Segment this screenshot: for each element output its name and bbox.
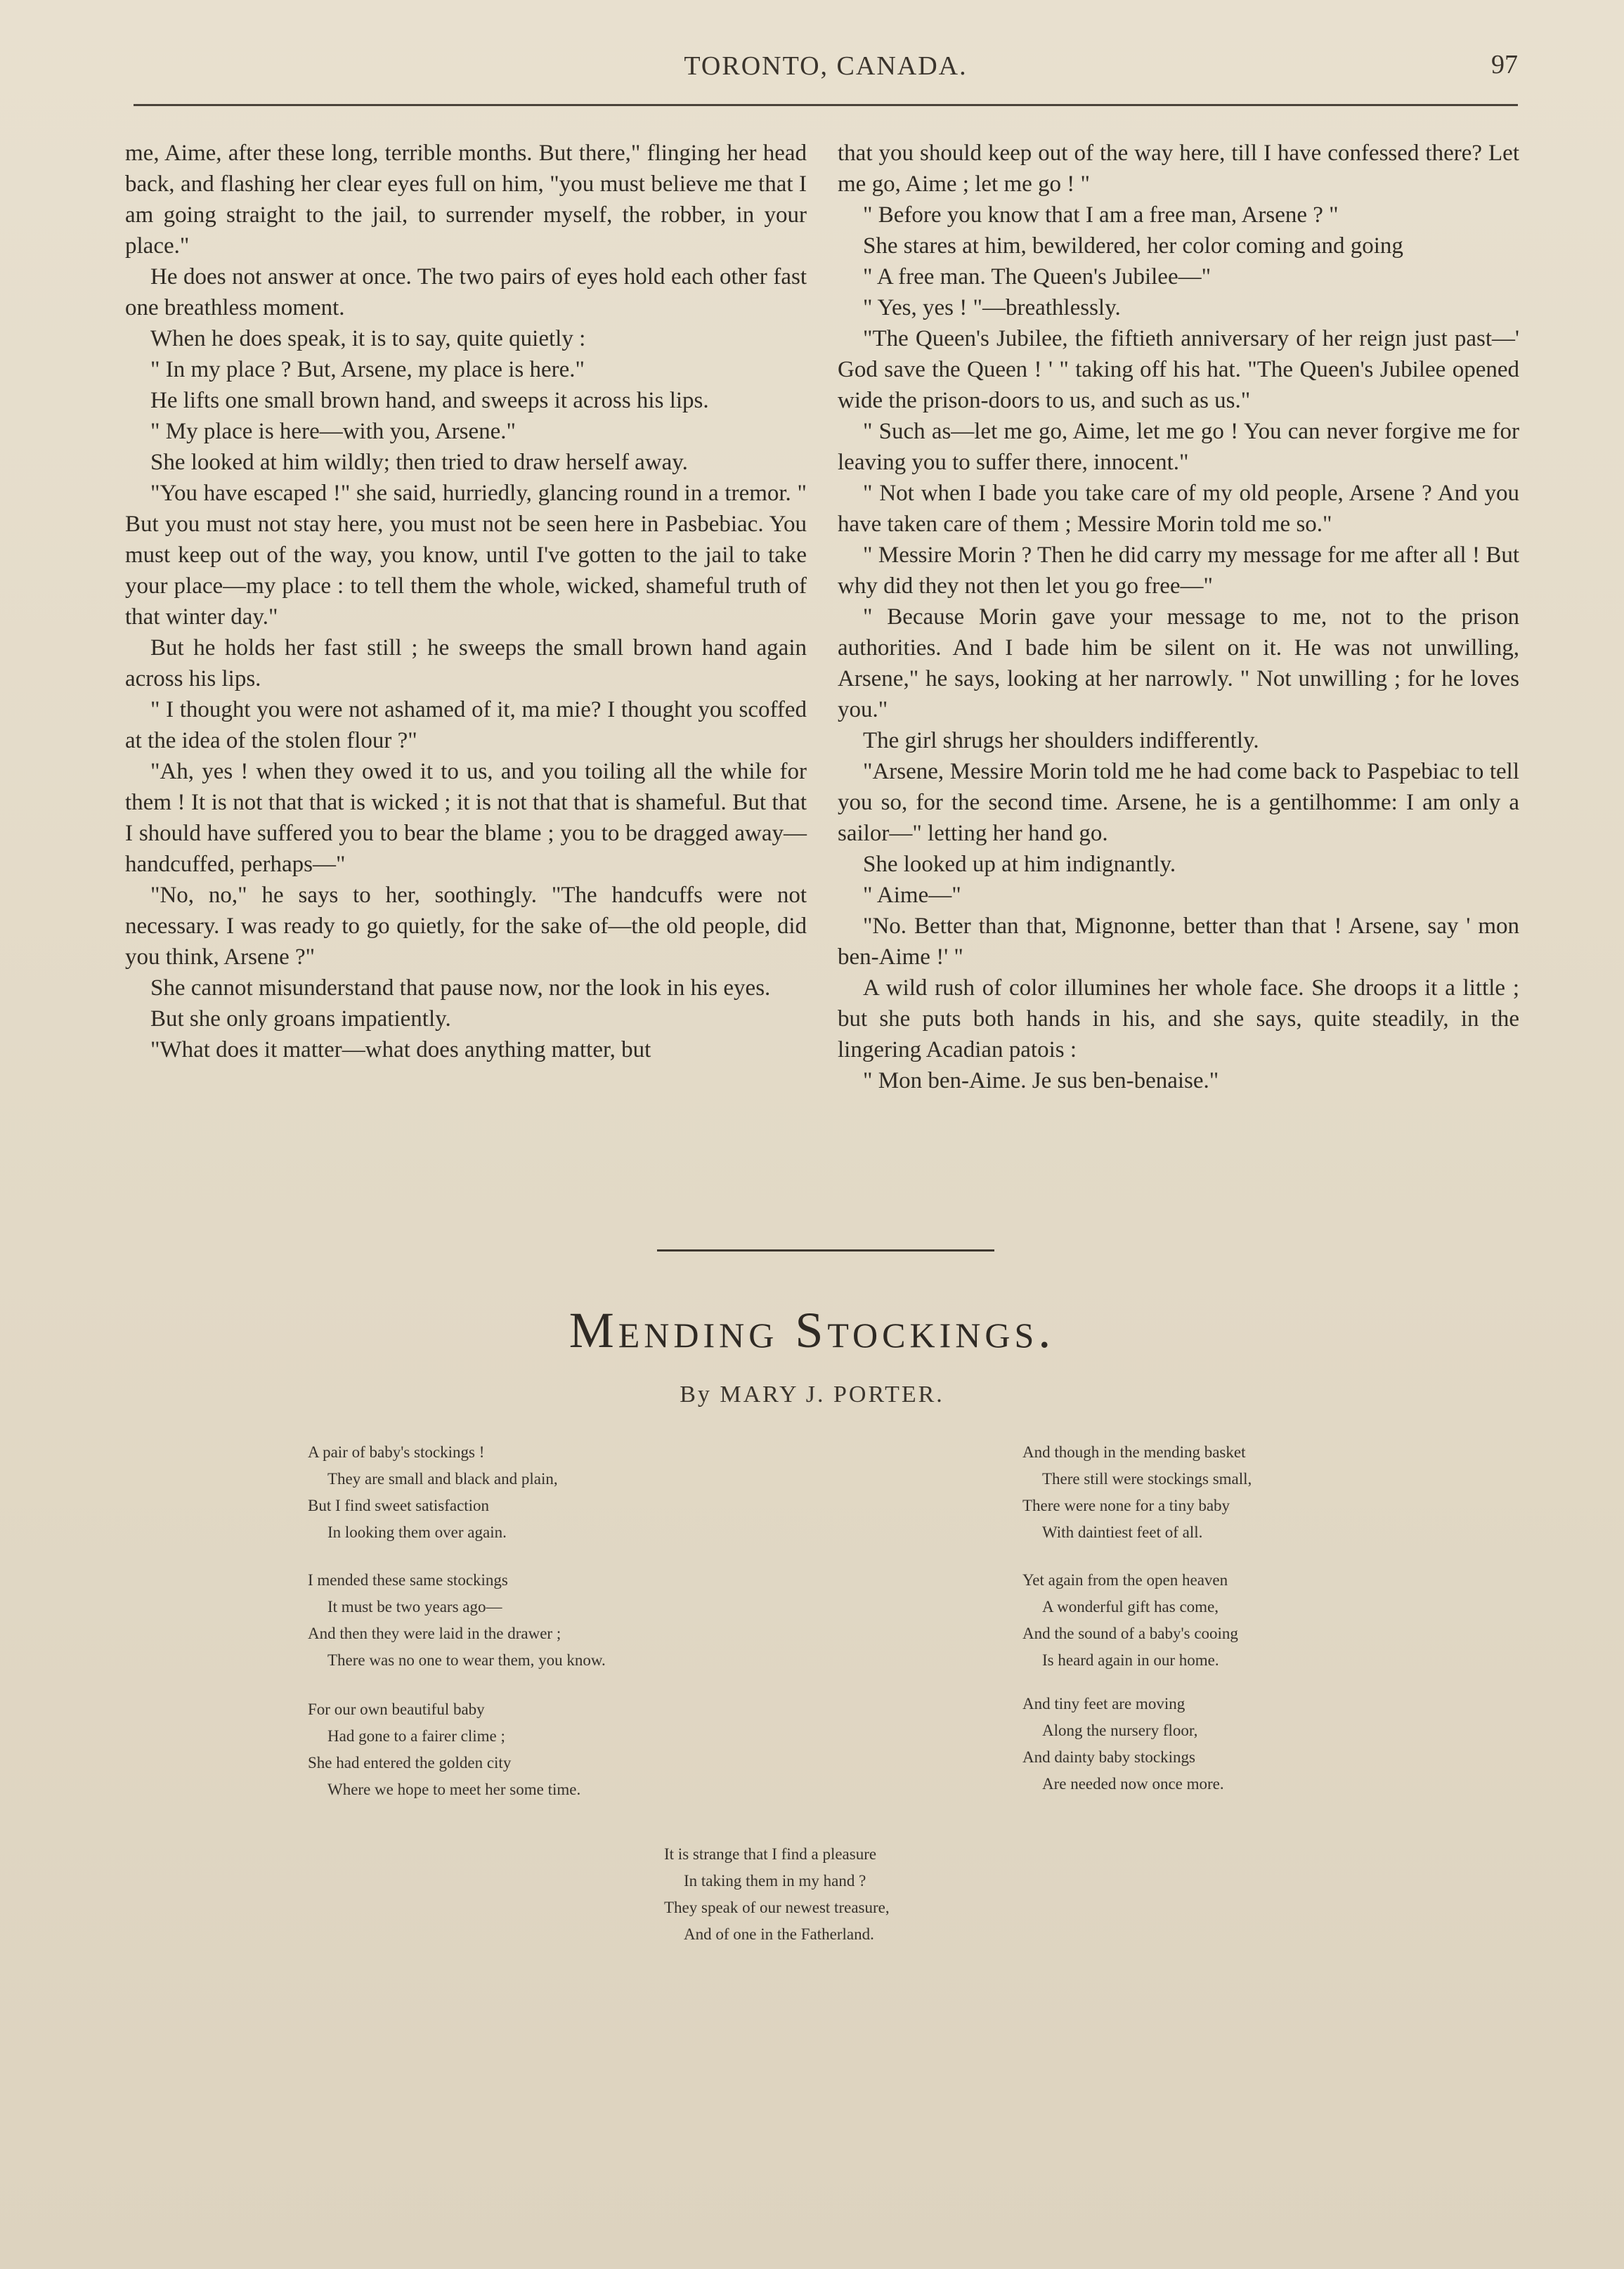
paragraph: " Such as—let me go, Aime, let me go ! You can never forgive me for leaving you to suffer there, innocent." [838, 419, 1519, 475]
poem-line: Yet again from the open heaven [1022, 1571, 1228, 1589]
poem-line: There was no one to wear them, you know. [327, 1651, 606, 1669]
paragraph: "No. Better than that, Mignonne, better than that ! Arsene, say ' mon ben-Aime !' " [838, 914, 1519, 970]
story-right-column [838, 138, 1519, 1096]
header-rule [134, 104, 1518, 106]
section-divider [657, 1249, 994, 1251]
paragraph: She looked at him wildly; then tried to draw herself away. [150, 450, 688, 475]
poem-stanza [1022, 1691, 1224, 1797]
paragraph: " Not when I bade you take care of my old people, Arsene ? And you have taken care of them ; Messire Morin told me so." [838, 481, 1519, 537]
paragraph: She stares at him, bewildered, her color coming and going [863, 233, 1403, 259]
poem-line: They are small and black and plain, [327, 1470, 558, 1488]
poem-line: Are needed now once more. [1042, 1775, 1224, 1793]
paragraph: But he holds her fast still ; he sweeps the small brown hand again across his lips. [125, 635, 807, 691]
poem-line: And though in the mending basket [1022, 1443, 1246, 1461]
poem-line: For our own beautiful baby [308, 1701, 485, 1718]
paragraph: "No, no," he says to her, soothingly. "The handcuffs were not necessary. I was ready to go quietly, for the sake of—the old people, did you think, Arsene ?" [125, 883, 807, 970]
poem-line: With daintiest feet of all. [1042, 1523, 1203, 1541]
paragraph: He does not answer at once. The two pairs of eyes hold each other fast one breathless moment. [125, 264, 807, 320]
poem-line: A wonderful gift has come, [1042, 1598, 1219, 1615]
poem-line: And of one in the Fatherland. [684, 1925, 874, 1943]
poem-byline: By MARY J. PORTER. [680, 1381, 944, 1407]
poem-line: Where we hope to meet her some time. [327, 1781, 581, 1798]
paragraph: " Before you know that I am a free man, Arsene ? " [863, 202, 1339, 228]
paragraph: that you should keep out of the way here, till I have confessed there? Let me go, Aime ; let me go ! " [838, 141, 1519, 197]
poem-line: There were none for a tiny baby [1022, 1497, 1230, 1514]
poem-line: Had gone to a fairer clime ; [327, 1727, 505, 1745]
poem-stanza [308, 1439, 558, 1546]
poem-line: And then they were laid in the drawer ; [308, 1625, 561, 1642]
poem-line: There still were stockings small, [1042, 1470, 1252, 1488]
paragraph: She cannot misunderstand that pause now, nor the look in his eyes. [150, 975, 771, 1001]
poem-stanza [308, 1696, 580, 1803]
poem-title: Mending Stockings. [569, 1302, 1055, 1358]
poem-stanza [308, 1567, 606, 1674]
paragraph: " Yes, yes ! "—breathlessly. [863, 295, 1121, 320]
paragraph: " Because Morin gave your message to me, not to the prison authorities. And I bade him be silent on it. He was not unwilling, Arsene," he says, looking at her narrowly. " Not unwilling ; for he loves you." [838, 604, 1519, 722]
poem-line: She had entered the golden city [308, 1754, 512, 1771]
poem-line: It is strange that I find a pleasure [664, 1845, 877, 1863]
poem-line: But I find sweet satisfaction [308, 1497, 490, 1514]
page-number: 97 [1491, 50, 1518, 79]
paragraph: When he does speak, it is to say, quite quietly : [150, 326, 586, 351]
paragraph: A wild rush of color illumines her whole face. She droops it a little ; but she puts both hands in his, and she says, quite steadily, in the lingering Acadian patois : [838, 975, 1519, 1062]
paragraph: " A free man. The Queen's Jubilee—" [863, 264, 1211, 290]
poem-line: Is heard again in our home. [1042, 1651, 1219, 1669]
poem-line: It must be two years ago— [327, 1598, 502, 1615]
poem-stanza [1022, 1439, 1252, 1546]
page-header [134, 44, 1518, 93]
paragraph: "You have escaped !" she said, hurriedly, glancing round in a tremor. " But you must not stay here, you must not be seen here in Pasbebiac. You must keep out of the way, you know, until I've gotten to the jail to take your place—my place : to tell them the whole, wicked, shameful truth of that winter day." [125, 481, 807, 630]
paragraph: "The Queen's Jubilee, the fiftieth anniversary of her reign just past—' God save the Queen ! ' " taking off his hat. "The Queen's Jubilee opened wide the prison-doors to us, and such as us." [838, 326, 1519, 413]
paragraph: " Messire Morin ? Then he did carry my message for me after all ! But why did they not then let you go free—" [838, 542, 1519, 599]
poem-line: In looking them over again. [327, 1523, 507, 1541]
paragraph: "Ah, yes ! when they owed it to us, and you toiling all the while for them ! It is not that that is wicked ; it is not that that is shameful. But that I should have suffered you to bear the blame ; you to be dragged away—handcuffed, perhaps—" [125, 759, 807, 877]
poem-line: They speak of our newest treasure, [664, 1899, 890, 1916]
paragraph: She looked up at him indignantly. [863, 852, 1176, 877]
poem-line: I mended these same stockings [308, 1571, 508, 1589]
poem-line: And dainty baby stockings [1022, 1748, 1195, 1766]
poem-stanza [1022, 1567, 1238, 1674]
paragraph: " My place is here—with you, Arsene." [150, 419, 516, 444]
paragraph: me, Aime, after these long, terrible months. But there," flinging her head back, and flashing her clear eyes full on him, "you must believe me that I am going straight to the jail, to surrender myself, the robber, in your place." [125, 141, 807, 259]
poem-line: In taking them in my hand ? [684, 1872, 866, 1890]
paragraph: " I thought you were not ashamed of it, ma mie? I thought you scoffed at the idea of the stolen flour ?" [125, 697, 807, 753]
story-left-column [125, 138, 807, 1065]
paragraph: The girl shrugs her shoulders indifferently. [863, 728, 1259, 753]
paragraph: But she only groans impatiently. [150, 1006, 451, 1032]
paragraph: He lifts one small brown hand, and sweeps it across his lips. [150, 388, 709, 413]
poem-line: And the sound of a baby's cooing [1022, 1625, 1238, 1642]
poem-line: Along the nursery floor, [1042, 1722, 1198, 1739]
poem-line: A pair of baby's stockings ! [308, 1443, 485, 1461]
paragraph: "What does it matter—what does anything matter, but [150, 1037, 651, 1062]
running-title: TORONTO, CANADA. [684, 51, 968, 81]
poem-stanza [664, 1841, 890, 1948]
paragraph: " Mon ben-Aime. Je sus ben-benaise." [863, 1068, 1219, 1093]
poem-line: And tiny feet are moving [1022, 1695, 1185, 1712]
paragraph: " In my place ? But, Arsene, my place is here." [150, 357, 585, 382]
paragraph: " Aime—" [863, 883, 961, 908]
paragraph: "Arsene, Messire Morin told me he had come back to Paspebiac to tell you so, for the second time. Arsene, he is a gentilhomme: I am only a sailor—" letting her hand go. [838, 759, 1519, 846]
